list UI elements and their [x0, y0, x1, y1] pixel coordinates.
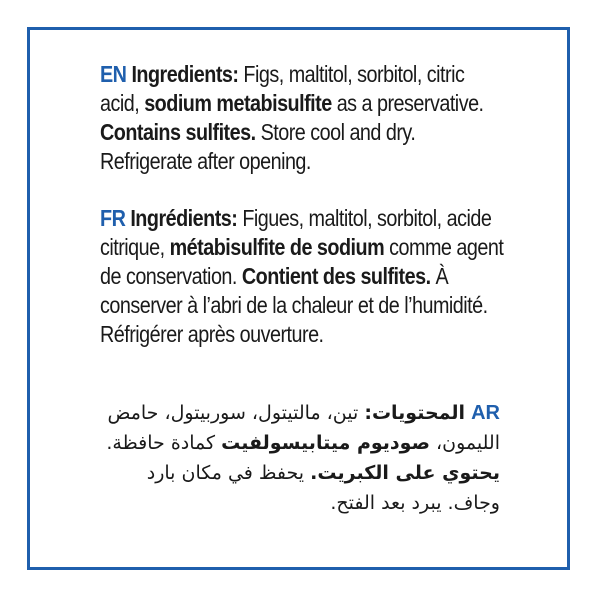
preservative-note-ar: كمادة حافظة.: [106, 432, 216, 454]
allergen-warning-ar: يحتوي على الكبريت.: [310, 462, 500, 484]
preservative-note-en: as a preservative.: [336, 90, 484, 116]
ingredients-fr: [100, 204, 504, 349]
ingredients-ar: [100, 398, 500, 518]
preservative-name-en: sodium metabisulfite: [144, 90, 332, 116]
allergen-warning-en: Contains sulfites.: [100, 119, 256, 145]
language-code-ar: AR: [471, 402, 500, 424]
ingredients-list-ar: تين، مالتيتول، سوربيتول، حامض الليمون،: [107, 402, 500, 454]
allergen-warning-fr: Contient des sulfites.: [241, 263, 431, 289]
language-code-fr: FR: [100, 205, 126, 231]
preservative-note-fr: comme agent de conservation.: [100, 234, 504, 289]
ingredients-list-fr: Figues, maltitol, sorbitol, acide citrique,: [100, 205, 492, 260]
ingredients-label-ar: المحتويات:: [364, 402, 466, 424]
ingredients-list-en: Figs, maltitol, sorbitol, citric acid,: [100, 61, 465, 116]
ingredients-label-en: Ingredients:: [131, 61, 239, 87]
storage-instructions-fr: À conserver à l’abri de la chaleur et de l’humidité. Réfrigérer après ouverture.: [100, 263, 488, 347]
language-code-en: EN: [100, 61, 127, 87]
ingredients-en: [100, 60, 504, 176]
storage-instructions-ar: يحفظ في مكان بارد وجاف. يبرد بعد الفتح.: [146, 462, 500, 514]
ingredients-label-fr: Ingrédients:: [130, 205, 238, 231]
preservative-name-ar: صوديوم ميتابيسولفيت: [221, 432, 430, 454]
storage-instructions-en: Store cool and dry. Refrigerate after opening.: [100, 119, 416, 174]
preservative-name-fr: métabisulfite de sodium: [169, 234, 385, 260]
